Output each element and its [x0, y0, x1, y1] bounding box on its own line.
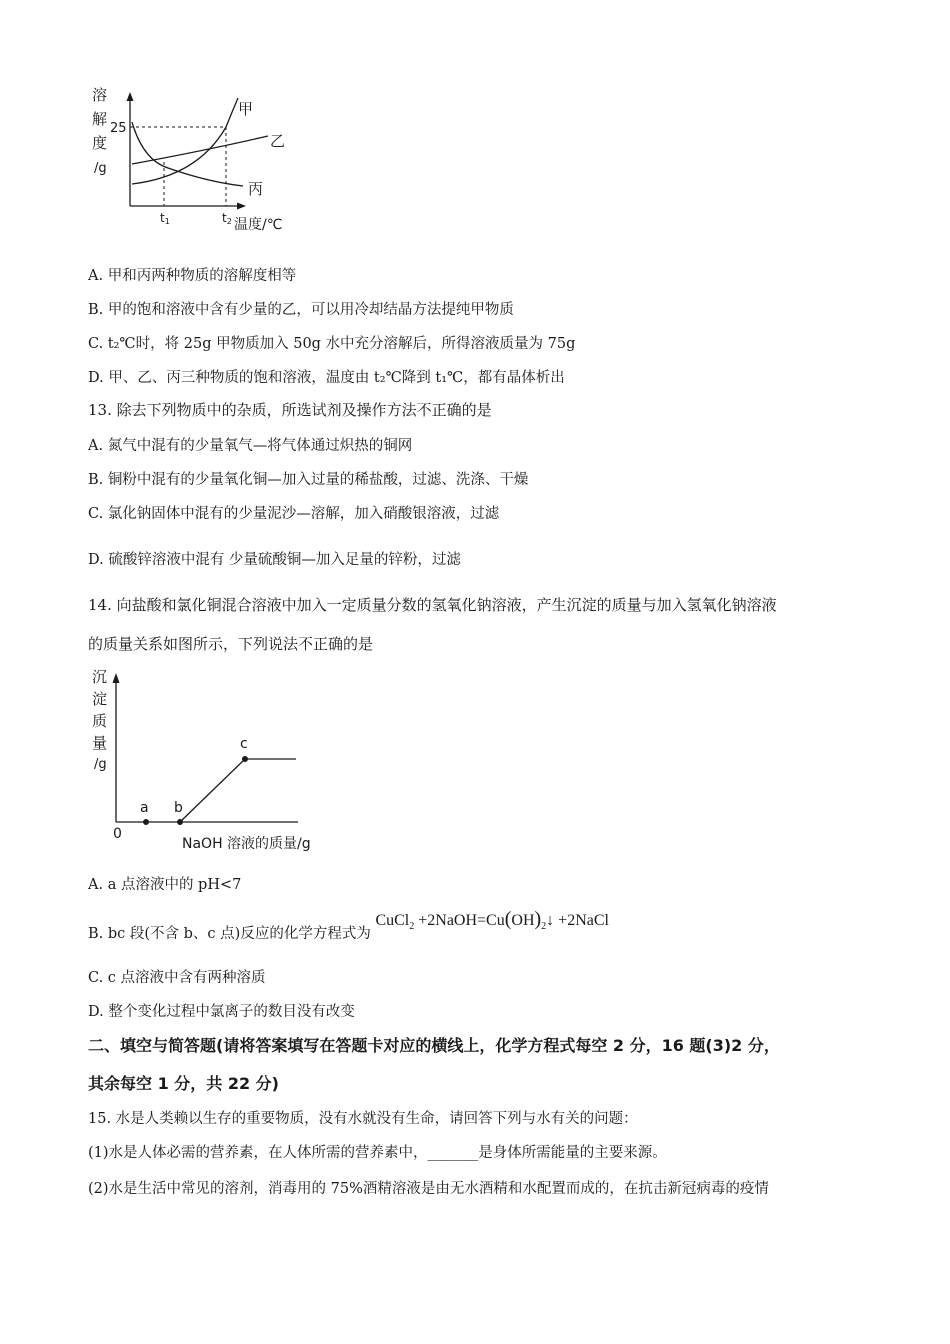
- solubility-x-arrow: [237, 203, 246, 210]
- q14-option-c: C. c 点溶液中含有两种溶质: [88, 970, 266, 986]
- q15-part1: (1)水是人体必需的营养素，在人体所需的营养素中，_______是身体所需能量的主要来源。: [88, 1145, 667, 1161]
- precip-line-bc: [180, 759, 245, 822]
- section2-heading-line2: 其余每空 1 分，共 22 分): [88, 1074, 279, 1093]
- curve-yi: [132, 136, 268, 164]
- q15-stem: 15. 水是人类赖以生存的重要物质，没有水就没有生命，请回答下列与水有关的问题：: [88, 1111, 638, 1127]
- curve-jia: [132, 98, 238, 184]
- solubility-y-label-3: 度: [92, 134, 108, 152]
- precip-origin: 0: [113, 826, 122, 842]
- solubility-y-label-1: 溶: [92, 86, 108, 104]
- solubility-y-label-2: 解: [92, 110, 108, 128]
- curve-label-bing: 丙: [248, 180, 264, 198]
- q14-stem-line1: 14. 向盐酸和氯化铜混合溶液中加入一定质量分数的氢氧化钠溶液，产生沉淀的质量与加入氢氧化钠溶液: [88, 596, 777, 614]
- q14-option-a: A. a 点溶液中的 pH<7: [88, 877, 242, 893]
- q12-option-d: D. 甲、乙、丙三种物质的饱和溶液，温度由 t₂℃降到 t₁℃，都有晶体析出: [88, 370, 565, 386]
- precip-point-a: [143, 819, 149, 825]
- q12-option-c: C. t₂℃时，将 25g 甲物质加入 50g 水中充分溶解后，所得溶液质量为 75g: [88, 336, 576, 352]
- precip-y-label-5: /g: [94, 757, 107, 772]
- q15-part2: (2)水是生活中常见的溶剂，消毒用的 75%酒精溶液是由无水酒精和水配置而成的，在抗击新冠病毒的疫情: [88, 1181, 769, 1197]
- precip-label-a: a: [140, 800, 149, 816]
- curve-label-jia: 甲: [238, 100, 254, 118]
- precip-y-arrow: [113, 673, 120, 683]
- q14-option-b-equation: CuCl$_2$ $+2NaOH=Cu(OH)_2↓$ +2NaCl: [375, 908, 609, 933]
- precip-label-b: b: [174, 800, 183, 816]
- solubility-x-tick-t1: t1: [160, 211, 170, 226]
- q13-option-b: B. 铜粉中混有的少量氧化铜—加入过量的稀盐酸，过滤、洗涤、干燥: [88, 472, 529, 488]
- precip-label-c: c: [240, 736, 248, 752]
- precip-y-label-4: 量: [92, 734, 108, 752]
- precip-point-c: [242, 756, 248, 762]
- q12-option-b: B. 甲的饱和溶液中含有少量的乙，可以用冷却结晶方法提纯甲物质: [88, 302, 514, 318]
- solubility-y-label-4: /g: [94, 161, 107, 176]
- q13-option-d: D. 硫酸锌溶液中混有 少量硫酸铜—加入足量的锌粉，过滤: [88, 552, 461, 568]
- q14-stem-line2: 的质量关系如图所示，下列说法不正确的是: [88, 635, 374, 653]
- solubility-y-arrow: [127, 92, 134, 101]
- precipitate-chart: [88, 664, 338, 859]
- solubility-chart: [88, 84, 298, 236]
- q14-option-d: D. 整个变化过程中氯离子的数目没有改变: [88, 1004, 355, 1020]
- precip-y-label-1: 沉: [92, 668, 108, 686]
- solubility-x-label: 温度/℃: [234, 217, 283, 233]
- section2-heading-line1: 二、填空与简答题(请将答案填写在答题卡对应的横线上，化学方程式每空 2 分，16 题(3)2 分，: [88, 1036, 780, 1055]
- precip-y-label-3: 质: [92, 712, 108, 730]
- precip-y-label-2: 淀: [92, 690, 108, 708]
- q13-stem: 13. 除去下列物质中的杂质，所选试剂及操作方法不正确的是: [88, 401, 492, 419]
- precip-point-b: [177, 819, 183, 825]
- q13-option-c: C. 氯化钠固体中混有的少量泥沙—溶解，加入硝酸银溶液，过滤: [88, 506, 500, 522]
- curve-label-yi: 乙: [270, 132, 286, 150]
- solubility-x-tick-t2: t2: [222, 211, 232, 226]
- q14-option-b-text: B. bc 段(不含 b、c 点)反应的化学方程式为: [88, 926, 371, 942]
- q14-option-b: [88, 908, 609, 942]
- q13-option-a: A. 氮气中混有的少量氧气—将气体通过炽热的铜网: [88, 438, 413, 454]
- q12-option-a: A. 甲和丙两种物质的溶解度相等: [88, 268, 297, 284]
- precip-x-label: NaOH 溶液的质量/g: [182, 836, 311, 852]
- solubility-y-tick-25: 25: [110, 121, 127, 136]
